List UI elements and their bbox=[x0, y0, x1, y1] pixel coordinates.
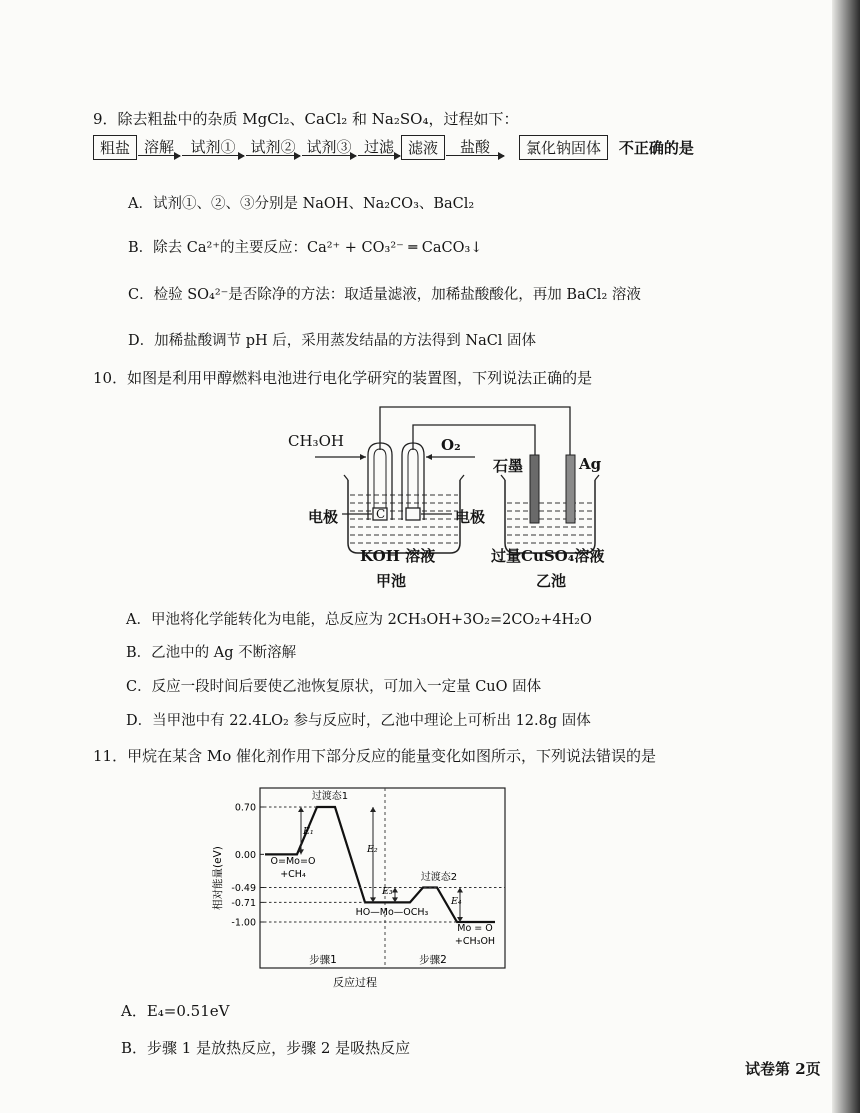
q10-option-a: A．甲池将化学能转化为电能，总反应为 2CH₃OH+3O₂=2CO₂+4H₂O bbox=[126, 612, 592, 628]
chart-ts1-label: 过渡态1 bbox=[311, 791, 349, 802]
q11-option-a: A．E₄=0.51eV bbox=[121, 1002, 230, 1020]
flow-step-4: 试剂③ bbox=[306, 138, 352, 156]
chart-ytick-label: -1.00 bbox=[231, 917, 256, 929]
label-graphite: 石墨 bbox=[493, 457, 524, 475]
q11-stem: 11．甲烷在某含 Mo 催化剂作用下部分反应的能量变化如图所示，下列说法错误的是 bbox=[93, 747, 657, 765]
flow-arrow-6 bbox=[446, 139, 504, 156]
chart-e2-label: E₂ bbox=[367, 844, 378, 855]
arrow-e2-head-top bbox=[370, 807, 376, 812]
chart-ytick-label: -0.71 bbox=[231, 897, 256, 909]
q11-option-b: B．步骤 1 是放热反应，步骤 2 是吸热反应 bbox=[121, 1039, 411, 1057]
arrow-e1-head-top bbox=[298, 807, 304, 812]
flow-step-1: 溶解 bbox=[144, 138, 175, 156]
flow-arrow-3 bbox=[246, 139, 300, 156]
q9-stem: 9．除去粗盐中的杂质 MgCl₂、CaCl₂ 和 Na₂SO₄，过程如下： bbox=[93, 110, 519, 128]
chart-ytick-label: 0.00 bbox=[234, 849, 256, 861]
chart-step1-label: 步骤1 bbox=[309, 954, 337, 966]
q10-option-b: B．乙池中的 Ag 不断溶解 bbox=[126, 645, 297, 661]
flow-step-3: 试剂② bbox=[250, 138, 296, 156]
page-footer: 试卷第 2页 bbox=[745, 1060, 821, 1078]
q10-option-d: D．当甲池中有 22.4LO₂ 参与反应时，乙池中理论上可析出 12.8g 固体 bbox=[126, 713, 591, 729]
chart-ytick-label: 0.70 bbox=[234, 802, 256, 814]
chart-end-label-a: Mo = O bbox=[457, 923, 493, 934]
flow-arrow-1 bbox=[138, 139, 180, 156]
q9-option-d: D．加稀盐酸调节 pH 后，采用蒸发结晶的方法得到 NaCl 固体 bbox=[128, 333, 537, 349]
label-cell-a: 甲池 bbox=[376, 572, 407, 590]
chart-xlabel: 反应过程 bbox=[333, 976, 377, 989]
label-koh-solution: KOH 溶液 bbox=[360, 547, 436, 565]
q10-option-c: C．反应一段时间后要使乙池恢复原状，可加入一定量 CuO 固体 bbox=[126, 679, 542, 695]
label-ag: Ag bbox=[579, 455, 602, 473]
chart-ylabel: 相对能量(eV) bbox=[212, 846, 224, 910]
q9-flowchart bbox=[93, 135, 694, 160]
chart-e4-label: E₄ bbox=[451, 896, 462, 907]
chart-step2-label: 步骤2 bbox=[419, 954, 447, 966]
label-electrode-right: 电极 bbox=[455, 508, 486, 526]
q9-option-c: C．检验 SO₄²⁻是否除净的方法：取适量滤液，加稀盐酸酸化，再加 BaCl₂ 溶液 bbox=[128, 287, 641, 303]
chart-e1-label: E₁ bbox=[303, 826, 314, 837]
q11-energy-chart bbox=[205, 780, 515, 995]
flow-arrow-5 bbox=[358, 139, 400, 156]
label-cell-b: 乙池 bbox=[536, 572, 567, 590]
flow-end-box: 氯化钠固体 bbox=[519, 135, 608, 160]
chart-start-label-a: O=Mo=O bbox=[270, 856, 316, 867]
chart-ytick-label: -0.49 bbox=[231, 883, 256, 894]
flow-arrow-2 bbox=[182, 139, 244, 156]
flow-start-box: 粗盐 bbox=[93, 135, 137, 160]
label-o2: O₂ bbox=[441, 436, 461, 454]
page-edge-shadow bbox=[832, 0, 860, 1113]
label-cross-left: C bbox=[376, 507, 386, 521]
label-ch3oh: CH₃OH bbox=[288, 432, 344, 450]
label-cuso4-solution: 过量CuSO₄溶液 bbox=[491, 547, 605, 565]
flow-step-2: 试剂① bbox=[190, 138, 236, 156]
flow-arrow-4 bbox=[302, 139, 356, 156]
arrow-e3-head-top bbox=[392, 888, 398, 893]
flow-step-5: 过滤 bbox=[364, 138, 395, 156]
q10-stem: 10．如图是利用甲醇燃料电池进行电化学研究的装置图，下列说法正确的是 bbox=[93, 369, 593, 387]
flow-mid-box: 滤液 bbox=[401, 135, 445, 160]
label-electrode-left: 电极 bbox=[308, 508, 339, 526]
chart-ts2-label: 过渡态2 bbox=[420, 872, 458, 883]
chart-start-label-b: +CH₄ bbox=[280, 869, 306, 880]
q9-option-b: B．除去 Ca²⁺的主要反应：Ca²⁺ + CO₃²⁻ ═ CaCO₃↓ bbox=[128, 240, 483, 256]
chart-e3-label: E₃ bbox=[382, 886, 393, 897]
chart-inter-label: HO—Mo—OCH₃ bbox=[355, 907, 429, 918]
chart-end-label-b: +CH₃OH bbox=[454, 936, 496, 947]
arrow-e4-head-top bbox=[457, 888, 463, 893]
flow-step-6: 盐酸 bbox=[460, 138, 491, 156]
q9-option-a: A．试剂①、②、③分别是 NaOH、Na₂CO₃、BaCl₂ bbox=[128, 196, 475, 212]
flow-tail-text: 不正确的是 bbox=[618, 139, 694, 157]
